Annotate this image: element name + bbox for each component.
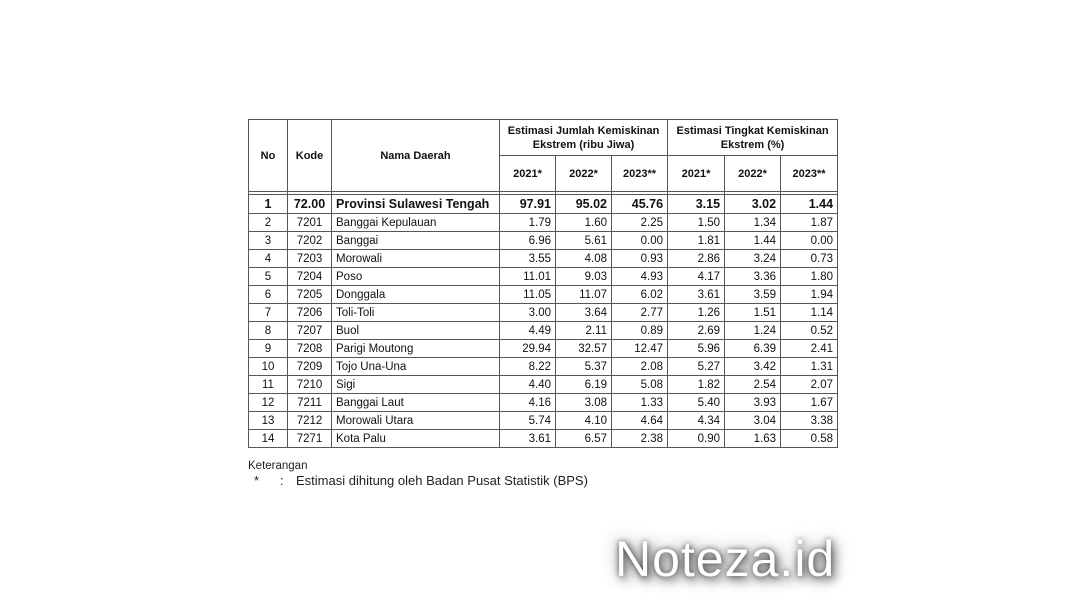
cell-kode: 7212 <box>288 412 332 430</box>
cell-tingkat-2022: 3.02 <box>725 195 781 214</box>
table-body <box>249 195 838 448</box>
cell-jumlah-2021: 8.22 <box>500 358 556 376</box>
cell-tingkat-2021: 2.69 <box>668 322 725 340</box>
cell-jumlah-2022: 32.57 <box>556 340 612 358</box>
cell-nama: Toli-Toli <box>332 304 500 322</box>
header-year: 2022* <box>556 156 612 192</box>
cell-no: 14 <box>249 430 288 448</box>
cell-nama: Parigi Moutong <box>332 340 500 358</box>
table-row <box>249 232 838 250</box>
header-year: 2022* <box>725 156 781 192</box>
cell-kode: 7207 <box>288 322 332 340</box>
cell-kode: 7204 <box>288 268 332 286</box>
note-text: Estimasi dihitung oleh Badan Pusat Statistik (BPS) <box>296 473 588 488</box>
cell-tingkat-2021: 1.81 <box>668 232 725 250</box>
table-row <box>249 376 838 394</box>
cell-tingkat-2023: 1.14 <box>781 304 838 322</box>
cell-jumlah-2023: 5.08 <box>612 376 668 394</box>
cell-jumlah-2021: 4.40 <box>500 376 556 394</box>
cell-nama: Buol <box>332 322 500 340</box>
cell-nama: Provinsi Sulawesi Tengah <box>332 195 500 214</box>
cell-tingkat-2023: 0.58 <box>781 430 838 448</box>
cell-tingkat-2022: 1.44 <box>725 232 781 250</box>
cell-tingkat-2023: 1.44 <box>781 195 838 214</box>
table-row <box>249 322 838 340</box>
cell-tingkat-2021: 4.34 <box>668 412 725 430</box>
cell-jumlah-2022: 9.03 <box>556 268 612 286</box>
cell-tingkat-2021: 1.82 <box>668 376 725 394</box>
cell-kode: 72.00 <box>288 195 332 214</box>
table-row <box>249 250 838 268</box>
cell-tingkat-2023: 0.73 <box>781 250 838 268</box>
cell-tingkat-2021: 2.86 <box>668 250 725 268</box>
cell-tingkat-2022: 2.54 <box>725 376 781 394</box>
cell-jumlah-2023: 12.47 <box>612 340 668 358</box>
cell-no: 10 <box>249 358 288 376</box>
poverty-table <box>248 119 838 448</box>
cell-jumlah-2021: 1.79 <box>500 214 556 232</box>
cell-tingkat-2022: 3.24 <box>725 250 781 268</box>
cell-jumlah-2021: 97.91 <box>500 195 556 214</box>
note-item <box>254 473 674 489</box>
watermark-logo: Noteza.id <box>615 531 836 587</box>
cell-jumlah-2023: 2.08 <box>612 358 668 376</box>
table-row <box>249 340 838 358</box>
cell-tingkat-2023: 1.67 <box>781 394 838 412</box>
cell-tingkat-2021: 1.50 <box>668 214 725 232</box>
cell-tingkat-2022: 3.59 <box>725 286 781 304</box>
cell-jumlah-2021: 11.01 <box>500 268 556 286</box>
cell-tingkat-2023: 1.87 <box>781 214 838 232</box>
cell-no: 12 <box>249 394 288 412</box>
cell-jumlah-2022: 11.07 <box>556 286 612 304</box>
cell-tingkat-2022: 3.04 <box>725 412 781 430</box>
table-row <box>249 304 838 322</box>
table-row <box>249 286 838 304</box>
cell-jumlah-2022: 4.10 <box>556 412 612 430</box>
table-row <box>249 430 838 448</box>
header-nama-daerah: Nama Daerah <box>332 120 500 192</box>
cell-tingkat-2023: 2.07 <box>781 376 838 394</box>
cell-tingkat-2023: 3.38 <box>781 412 838 430</box>
cell-tingkat-2022: 1.51 <box>725 304 781 322</box>
cell-jumlah-2021: 3.00 <box>500 304 556 322</box>
cell-jumlah-2021: 6.96 <box>500 232 556 250</box>
cell-tingkat-2021: 4.17 <box>668 268 725 286</box>
table-row <box>249 268 838 286</box>
table-row <box>249 412 838 430</box>
cell-jumlah-2023: 4.93 <box>612 268 668 286</box>
cell-jumlah-2023: 4.64 <box>612 412 668 430</box>
header-row-groups <box>249 120 838 156</box>
header-year: 2023** <box>781 156 838 192</box>
notes-heading: Keterangan <box>248 460 308 472</box>
cell-jumlah-2022: 3.08 <box>556 394 612 412</box>
header-year: 2021* <box>668 156 725 192</box>
cell-tingkat-2022: 3.93 <box>725 394 781 412</box>
cell-jumlah-2022: 3.64 <box>556 304 612 322</box>
cell-nama: Sigi <box>332 376 500 394</box>
header-no: No <box>249 120 288 192</box>
cell-nama: Banggai <box>332 232 500 250</box>
table-row <box>249 358 838 376</box>
cell-tingkat-2022: 3.42 <box>725 358 781 376</box>
cell-nama: Tojo Una-Una <box>332 358 500 376</box>
cell-jumlah-2021: 11.05 <box>500 286 556 304</box>
cell-kode: 7202 <box>288 232 332 250</box>
cell-jumlah-2023: 0.93 <box>612 250 668 268</box>
cell-no: 2 <box>249 214 288 232</box>
cell-jumlah-2023: 45.76 <box>612 195 668 214</box>
table-row <box>249 394 838 412</box>
cell-tingkat-2023: 0.52 <box>781 322 838 340</box>
cell-tingkat-2021: 5.96 <box>668 340 725 358</box>
note-symbol: * <box>254 473 260 488</box>
cell-kode: 7201 <box>288 214 332 232</box>
cell-no: 7 <box>249 304 288 322</box>
cell-kode: 7206 <box>288 304 332 322</box>
cell-tingkat-2022: 1.24 <box>725 322 781 340</box>
cell-kode: 7203 <box>288 250 332 268</box>
cell-jumlah-2022: 95.02 <box>556 195 612 214</box>
cell-tingkat-2023: 2.41 <box>781 340 838 358</box>
cell-kode: 7271 <box>288 430 332 448</box>
cell-no: 11 <box>249 376 288 394</box>
cell-tingkat-2023: 0.00 <box>781 232 838 250</box>
cell-no: 8 <box>249 322 288 340</box>
cell-tingkat-2021: 5.40 <box>668 394 725 412</box>
cell-no: 5 <box>249 268 288 286</box>
cell-kode: 7205 <box>288 286 332 304</box>
cell-tingkat-2022: 6.39 <box>725 340 781 358</box>
cell-jumlah-2023: 0.89 <box>612 322 668 340</box>
cell-jumlah-2022: 5.37 <box>556 358 612 376</box>
cell-jumlah-2022: 2.11 <box>556 322 612 340</box>
cell-no: 13 <box>249 412 288 430</box>
cell-kode: 7210 <box>288 376 332 394</box>
cell-nama: Poso <box>332 268 500 286</box>
cell-jumlah-2021: 3.61 <box>500 430 556 448</box>
cell-tingkat-2021: 1.26 <box>668 304 725 322</box>
cell-kode: 7211 <box>288 394 332 412</box>
cell-jumlah-2021: 29.94 <box>500 340 556 358</box>
cell-tingkat-2023: 1.31 <box>781 358 838 376</box>
header-group-tingkat: Estimasi Tingkat Kemiskinan Ekstrem (%) <box>668 120 838 156</box>
cell-nama: Banggai Kepulauan <box>332 214 500 232</box>
cell-nama: Kota Palu <box>332 430 500 448</box>
cell-jumlah-2022: 6.19 <box>556 376 612 394</box>
cell-tingkat-2021: 3.15 <box>668 195 725 214</box>
cell-nama: Banggai Laut <box>332 394 500 412</box>
cell-jumlah-2022: 1.60 <box>556 214 612 232</box>
cell-nama: Morowali Utara <box>332 412 500 430</box>
cell-jumlah-2022: 6.57 <box>556 430 612 448</box>
cell-tingkat-2021: 0.90 <box>668 430 725 448</box>
cell-jumlah-2023: 1.33 <box>612 394 668 412</box>
cell-tingkat-2021: 5.27 <box>668 358 725 376</box>
cell-tingkat-2022: 1.63 <box>725 430 781 448</box>
table-row-province <box>249 195 838 214</box>
note-separator: : <box>280 473 284 488</box>
cell-tingkat-2021: 3.61 <box>668 286 725 304</box>
cell-jumlah-2023: 6.02 <box>612 286 668 304</box>
cell-jumlah-2022: 5.61 <box>556 232 612 250</box>
cell-tingkat-2022: 1.34 <box>725 214 781 232</box>
cell-jumlah-2021: 4.49 <box>500 322 556 340</box>
header-year: 2021* <box>500 156 556 192</box>
cell-no: 6 <box>249 286 288 304</box>
cell-tingkat-2023: 1.80 <box>781 268 838 286</box>
header-kode: Kode <box>288 120 332 192</box>
cell-jumlah-2023: 0.00 <box>612 232 668 250</box>
header-year: 2023** <box>612 156 668 192</box>
cell-no: 4 <box>249 250 288 268</box>
cell-tingkat-2023: 1.94 <box>781 286 838 304</box>
cell-jumlah-2023: 2.25 <box>612 214 668 232</box>
cell-jumlah-2021: 5.74 <box>500 412 556 430</box>
cell-no: 1 <box>249 195 288 214</box>
cell-jumlah-2021: 4.16 <box>500 394 556 412</box>
cell-jumlah-2022: 4.08 <box>556 250 612 268</box>
table-row <box>249 214 838 232</box>
cell-nama: Donggala <box>332 286 500 304</box>
cell-nama: Morowali <box>332 250 500 268</box>
cell-tingkat-2022: 3.36 <box>725 268 781 286</box>
header-group-jumlah: Estimasi Jumlah Kemiskinan Ekstrem (ribu Jiwa) <box>500 120 668 156</box>
cell-no: 9 <box>249 340 288 358</box>
cell-kode: 7209 <box>288 358 332 376</box>
cell-no: 3 <box>249 232 288 250</box>
cell-jumlah-2023: 2.38 <box>612 430 668 448</box>
cell-jumlah-2021: 3.55 <box>500 250 556 268</box>
cell-jumlah-2023: 2.77 <box>612 304 668 322</box>
cell-kode: 7208 <box>288 340 332 358</box>
